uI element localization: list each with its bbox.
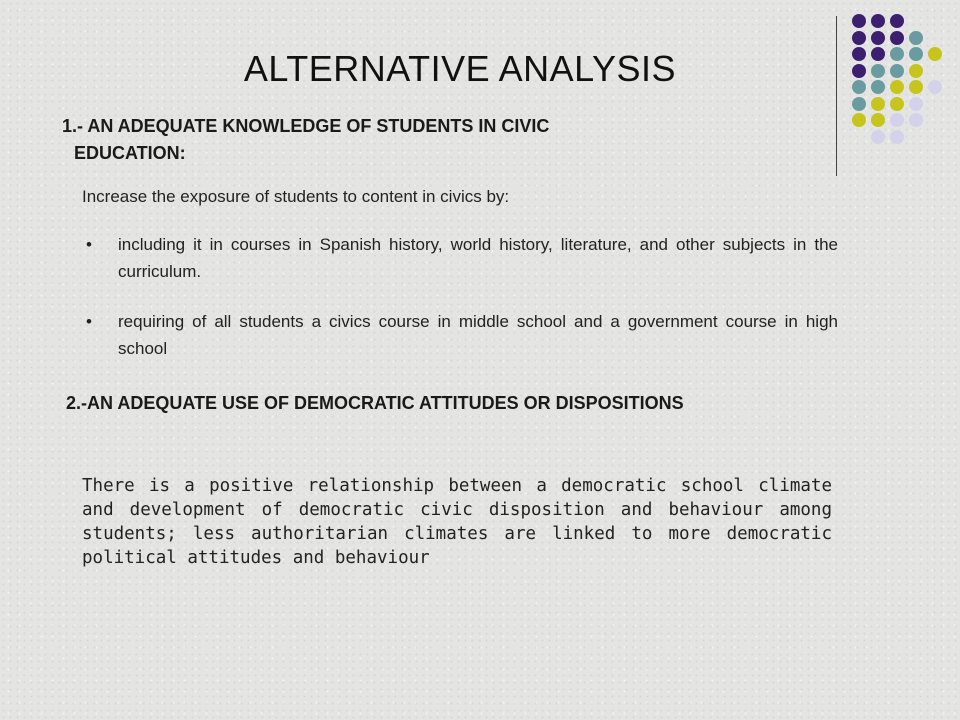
section2-heading: 2.-AN ADEQUATE USE OF DEMOCRATIC ATTITUDES OR DISPOSITIONS: [66, 393, 684, 413]
section1-heading-line1: 1.- AN ADEQUATE KNOWLEDGE OF STUDENTS IN CIVIC: [62, 116, 550, 136]
section1-heading: [62, 113, 782, 167]
dot-shape: [890, 31, 904, 45]
dot-shape: [890, 97, 904, 111]
bullet-text: requiring of all students a civics course in middle school and a government course in high school: [118, 312, 838, 358]
bullet-item: [86, 231, 838, 285]
dot-shape: [909, 31, 923, 45]
dot-shape: [909, 97, 923, 111]
section1-intro: Increase the exposure of students to content in civics by:: [82, 187, 510, 206]
section2-paragraph: There is a positive relationship between a democratic school climate and development of democratic civic disposition and behaviour among students; less authoritarian climates are linked to more democratic political attitudes and behaviour: [82, 476, 832, 568]
dot-shape: [852, 97, 866, 111]
dot-shape: [909, 113, 923, 127]
section1-heading-line2: EDUCATION:: [74, 143, 186, 163]
divider-line: [836, 16, 837, 176]
dot-shape: [871, 130, 885, 144]
dot-shape: [928, 47, 942, 61]
dot-shape: [871, 113, 885, 127]
dot-shape: [890, 14, 904, 28]
slide-title: ALTERNATIVE ANALYSIS: [243, 48, 677, 89]
bullet-text: including it in courses in Spanish history, world history, literature, and other subjects in the curriculum.: [118, 235, 838, 281]
dot-shape: [852, 31, 866, 45]
dot-shape: [890, 130, 904, 144]
bullet-icon: •: [86, 312, 92, 331]
dot-shape: [852, 14, 866, 28]
dot-shape: [928, 80, 942, 94]
dot-shape: [871, 14, 885, 28]
dot-shape: [852, 113, 866, 127]
bullet-item: [86, 308, 838, 362]
dot-shape: [871, 31, 885, 45]
bullet-icon: •: [86, 235, 92, 254]
section1-bullet-list: [86, 231, 838, 362]
dot-shape: [871, 97, 885, 111]
dot-shape: [890, 113, 904, 127]
